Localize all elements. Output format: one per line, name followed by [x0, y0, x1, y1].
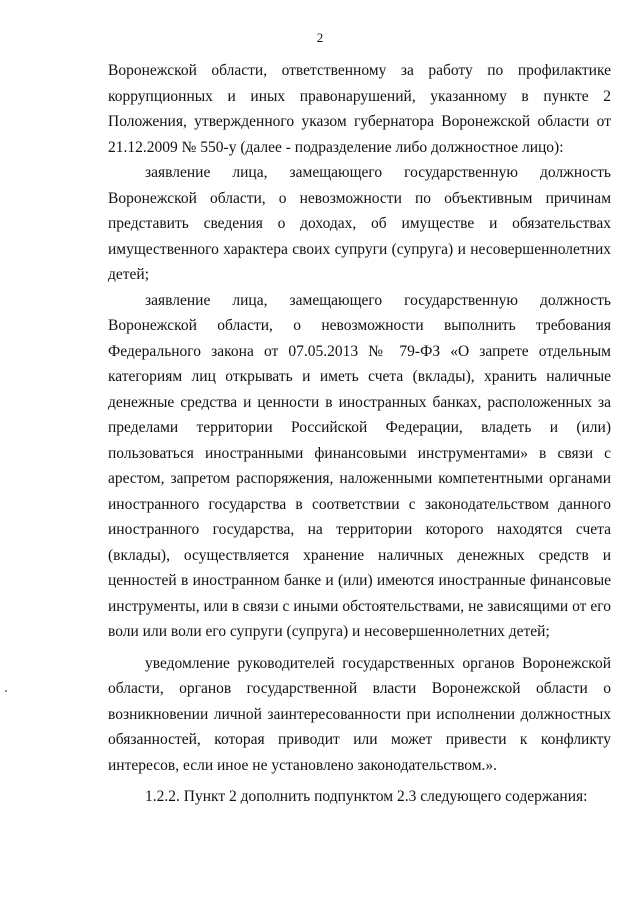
paragraph-continuation: Воронежской области, ответственному за работу по профилактике коррупционных и иных правонарушений, указанному в пункте 2 Положения, утвержденного указом губернатора Воронежской области от 21.12.2009 № 550-у (далее - подразделение либо должностное лицо): [108, 62, 611, 156]
paragraph-statement-foreign-accounts: заявление лица, замещающего государственную должность Воронежской области, о невозможности выполнить требования Федерального закона от 07.05.2013 № 79-ФЗ «О запрете отдельным категориям лиц открывать и иметь счета (вклады), хранить наличные денежные средства и ценности в иностранных банках, расположенных за пределами территории Российской Федерации, владеть и (или) пользоваться иностранными финансовыми инструментами» в связи с арестом, запретом распоряжения, наложенными компетентными органами иностранного государства в соответствии с законодательством данного иностранного государства, на территории которого находятся счета (вклады), осуществляется хранение наличных денежных средств и ценностей в иностранном банке и (или) имеются иностранные финансовые инструменты, или в связи с иными обстоятельствами, не зависящими от его воли или воли его супруги (супруга) и несовершеннолетних детей; [108, 291, 611, 640]
paragraph-notification-conflict: уведомление руководителей государственных органов Воронежской области, органов государственной власти Воронежской области о возникновении личной заинтересованности при исполнении должностных обязанностей, которая приводит или может привести к конфликту интересов, если иное не установлено законодательством.». [108, 654, 611, 774]
scan-mark [5, 690, 7, 692]
paragraph-clause-1-2-2: 1.2.2. Пункт 2 дополнить подпунктом 2.3 следующего содержания: [145, 788, 588, 805]
page-number: 2 [316, 30, 324, 45]
document-body [108, 58, 611, 810]
paragraph-statement-income: заявление лица, замещающего государственную должность Воронежской области, о невозможности по объективным причинам представить сведения о доходах, об имуществе и обязательствах имущественного характера своих супруги (супруга) и несовершеннолетних детей; [108, 164, 611, 283]
